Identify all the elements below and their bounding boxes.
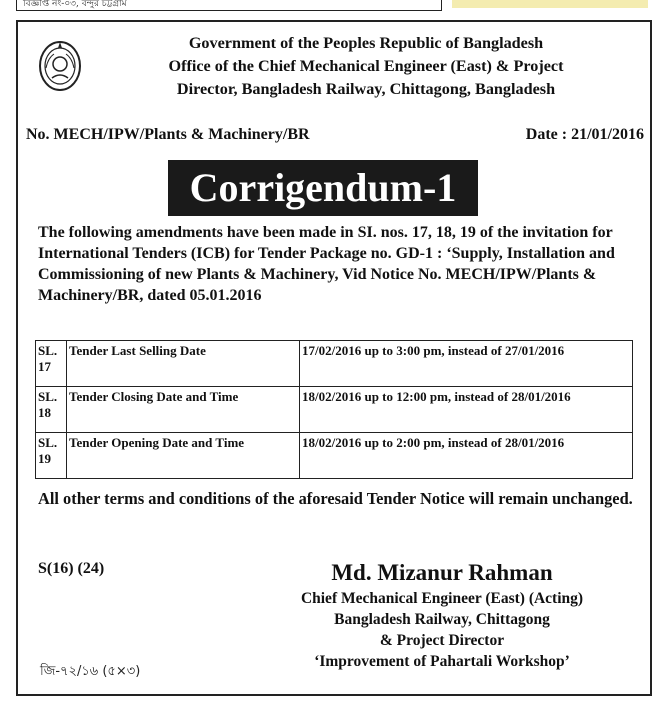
sl-cell: [36, 433, 67, 479]
table-row: [36, 341, 633, 387]
sl-label: SL.: [38, 435, 58, 450]
signatory-role: & Project Director: [379, 632, 505, 649]
government-emblem-icon: [38, 38, 82, 92]
amendment-intro-paragraph: The following amendments have been made in SI. nos. 17, 18, 19 of the invitation for International Tenders (ICB) for Tender Package no. GD-1 : ‘Supply, Installation and Commissioning of new Plants & Machinery, Vid Notice No. MECH/IPW/Plants & Machinery/BR, dated 05.01.2016: [38, 224, 615, 304]
signatory-block: [254, 558, 630, 672]
sl-number: 18: [38, 405, 51, 420]
tender-notice: [16, 20, 652, 696]
item-cell: Tender Opening Date and Time: [67, 433, 300, 479]
amendments-table: [35, 340, 633, 479]
sl-number: 17: [38, 359, 51, 374]
table-row: [36, 433, 633, 479]
header-line-2: Office of the Chief Mechanical Engineer (East) & Project: [168, 57, 564, 75]
closing-paragraph: All other terms and conditions of the aforesaid Tender Notice will remain unchanged.: [38, 489, 633, 508]
table-row: [36, 387, 633, 433]
publication-code: জি-৭২/১৬ (৫×৩): [40, 664, 141, 679]
corrigendum-banner: Corrigendum-1: [168, 160, 478, 216]
sl-label: SL.: [38, 343, 58, 358]
top-strip-text: বিজ্ঞপ্তি নং-০৩, বন্দুর চট্টগ্রাম: [23, 0, 127, 9]
header-line-3: Director, Bangladesh Railway, Chittagong, Bangladesh: [176, 80, 556, 98]
signatory-project: ‘Improvement of Pahartali Workshop’: [314, 653, 570, 670]
notice-header: [88, 32, 644, 101]
sl-cell: [36, 341, 67, 387]
signatory-name: Md. Mizanur Rahman: [331, 560, 553, 585]
s-reference: S(16) (24): [38, 560, 105, 577]
item-cell: Tender Closing Date and Time: [67, 387, 300, 433]
reference-date: Date : 21/01/2016: [525, 126, 644, 143]
header-line-1: Government of the Peoples Republic of Bangladesh: [188, 34, 544, 52]
change-cell: 18/02/2016 up to 12:00 pm, instead of 28/01/2016: [300, 387, 633, 433]
adjacent-ad-strip: [452, 0, 648, 8]
reference-number: No. MECH/IPW/Plants & Machinery/BR: [26, 126, 310, 143]
sl-label: SL.: [38, 389, 58, 404]
change-cell: 18/02/2016 up to 2:00 pm, instead of 28/01/2016: [300, 433, 633, 479]
signatory-designation: Chief Mechanical Engineer (East) (Acting): [300, 590, 584, 607]
top-strip: [16, 0, 442, 11]
item-cell: Tender Last Selling Date: [67, 341, 300, 387]
change-cell: 17/02/2016 up to 3:00 pm, instead of 27/01/2016: [300, 341, 633, 387]
signatory-office: Bangladesh Railway, Chittagong: [334, 611, 550, 628]
sl-number: 19: [38, 451, 51, 466]
sl-cell: [36, 387, 67, 433]
